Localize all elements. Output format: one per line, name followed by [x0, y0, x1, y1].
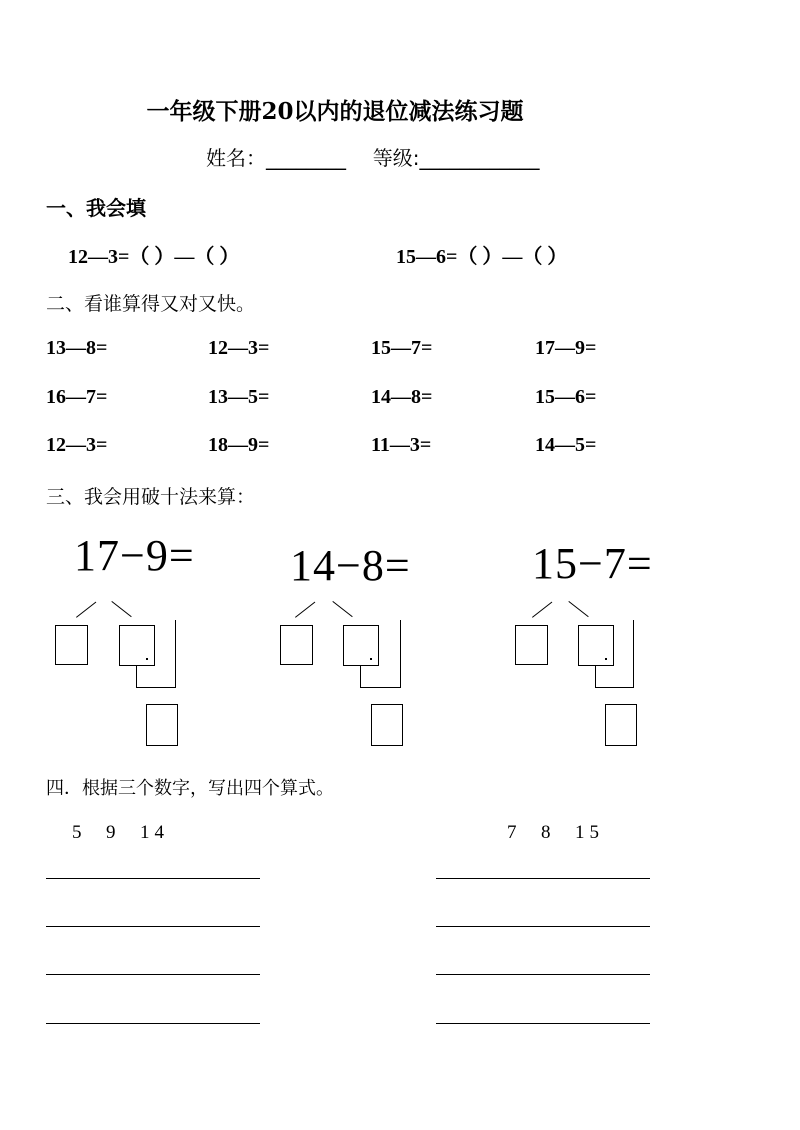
- breakten-problem-3: 15−7=: [532, 539, 653, 588]
- answer-line[interactable]: [46, 1023, 260, 1024]
- fill-item-1[interactable]: 12—3=（ ）—（ ）: [68, 246, 240, 268]
- calc-item[interactable]: 14—8=: [371, 386, 433, 408]
- answer-line[interactable]: [436, 878, 650, 879]
- calc-item[interactable]: 12—3=: [46, 434, 108, 456]
- calc-item[interactable]: 13—8=: [46, 337, 108, 359]
- answer-line[interactable]: [436, 974, 650, 975]
- calc-item[interactable]: 15—7=: [371, 337, 433, 359]
- answer-box[interactable]: [119, 625, 155, 666]
- calc-item[interactable]: 15—6=: [535, 386, 597, 408]
- calc-item[interactable]: 18—9=: [208, 434, 270, 456]
- answer-box[interactable]: [371, 704, 403, 746]
- calc-item[interactable]: 13—5=: [208, 386, 270, 408]
- answer-line[interactable]: [46, 878, 260, 879]
- section3-heading: 三、我会用破十法来算：: [46, 486, 256, 508]
- answer-line[interactable]: [436, 1023, 650, 1024]
- breakten-problem-2: 14−8=: [290, 541, 411, 590]
- answer-box[interactable]: [578, 625, 614, 666]
- calc-item[interactable]: 16—7=: [46, 386, 108, 408]
- number-group-2: 7 8 15: [507, 822, 604, 843]
- answer-box[interactable]: [146, 704, 178, 746]
- answer-box[interactable]: [605, 704, 637, 746]
- breakten-problem-1: 17−9=: [74, 531, 195, 580]
- section2-heading: 二、看谁算得又对又快。: [46, 293, 256, 315]
- fill-item-2[interactable]: 15—6=（ ）—（ ）: [396, 246, 568, 268]
- student-info: [206, 142, 539, 171]
- answer-line[interactable]: [46, 926, 260, 927]
- section1-heading: 一、我会填: [46, 196, 146, 220]
- grade-field[interactable]: 等级:____________: [372, 146, 540, 170]
- calc-item[interactable]: 17—9=: [535, 337, 597, 359]
- section4-heading: 四．根据三个数字，写出四个算式。: [46, 778, 334, 799]
- answer-line[interactable]: [436, 926, 650, 927]
- calc-item[interactable]: 12—3=: [208, 337, 270, 359]
- answer-line[interactable]: [46, 974, 260, 975]
- name-field[interactable]: 姓名：________: [206, 146, 346, 170]
- answer-box[interactable]: [55, 625, 88, 665]
- answer-box[interactable]: [280, 625, 313, 665]
- worksheet-title: 一年级下册20以内的退位减法练习题: [146, 98, 524, 125]
- number-group-1: 5 9 14: [72, 822, 169, 843]
- calc-item[interactable]: 14—5=: [535, 434, 597, 456]
- calc-item[interactable]: 11—3=: [371, 434, 432, 456]
- answer-box[interactable]: [515, 625, 548, 665]
- answer-box[interactable]: [343, 625, 379, 666]
